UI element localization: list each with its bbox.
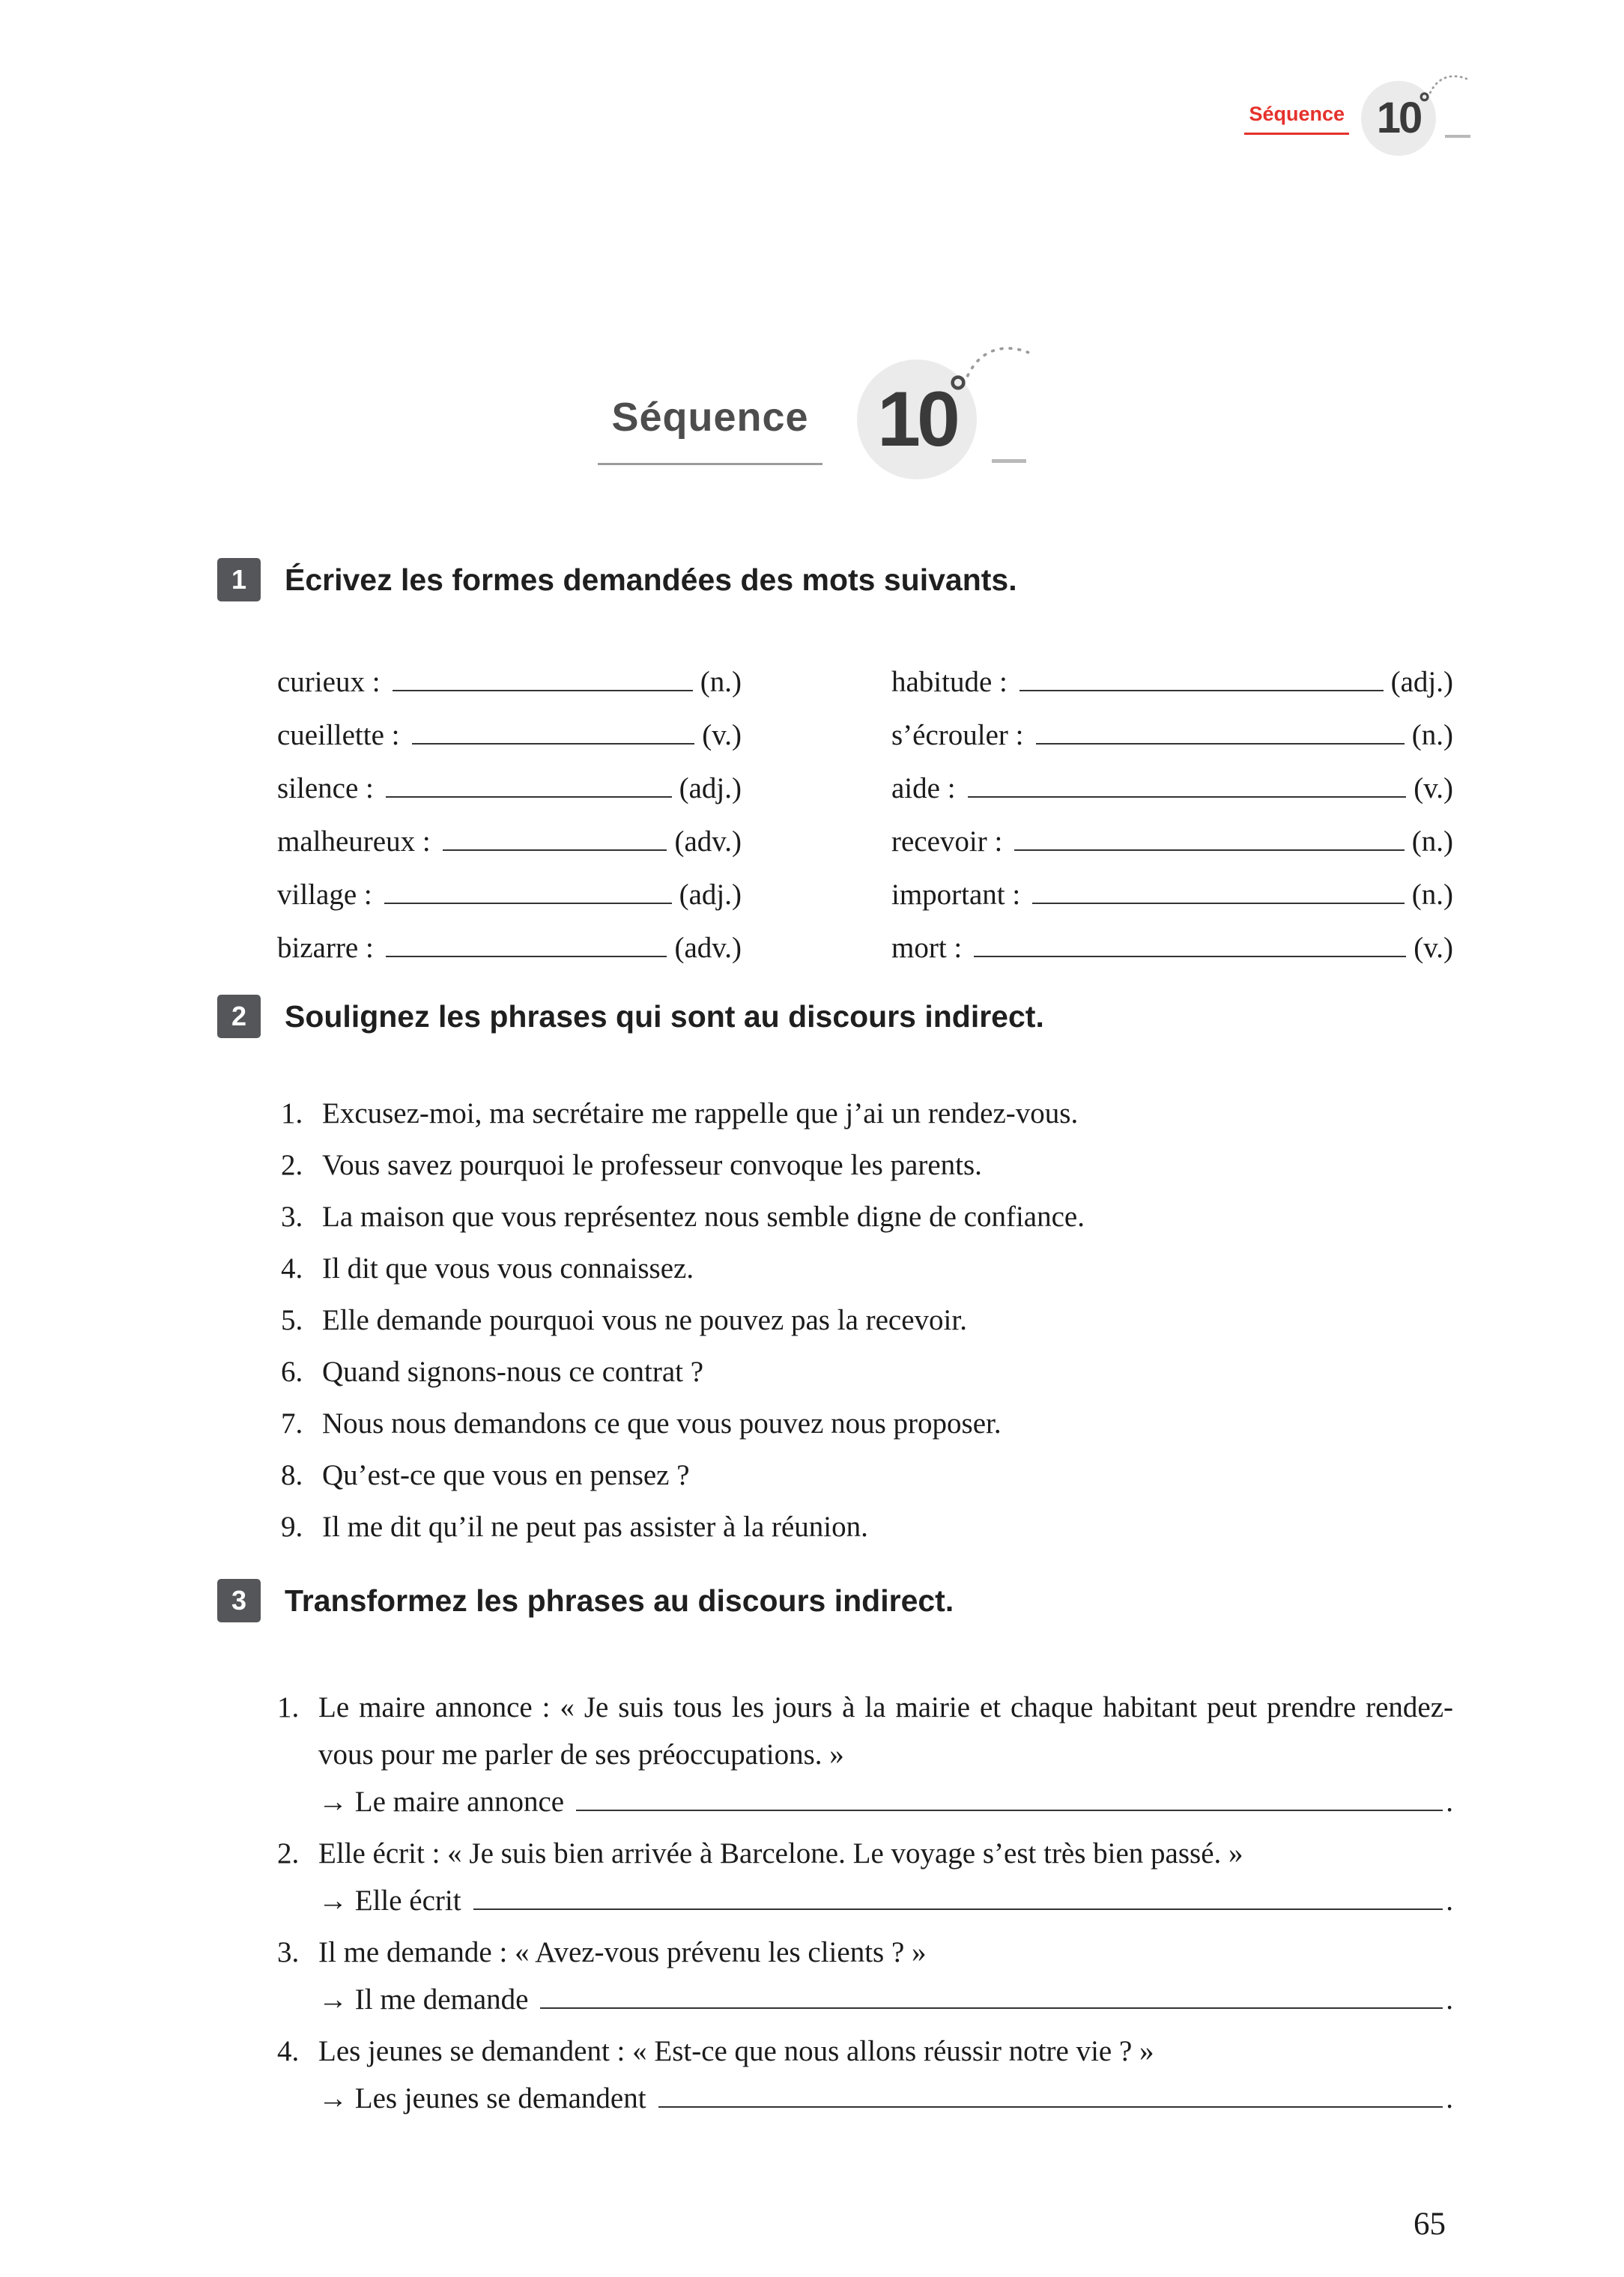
word-label: important : xyxy=(891,879,1021,911)
word-label: village : xyxy=(277,879,372,911)
decorative-swirl-icon xyxy=(950,337,1032,392)
answer-blank xyxy=(386,796,672,798)
answer-prefix: → Il me demande xyxy=(318,1983,529,2016)
item-number: 1. xyxy=(281,1097,303,1130)
item-text: Qu’est-ce que vous en pensez ? xyxy=(322,1459,690,1491)
list-item xyxy=(281,1510,1453,1544)
exercise-3 xyxy=(217,1579,1453,2126)
word-label: malheureux : xyxy=(277,825,431,858)
word-label: s’écrouler : xyxy=(891,719,1024,751)
word-label: habitude : xyxy=(891,666,1008,698)
list-item xyxy=(281,1458,1453,1492)
item-text: Vous savez pourquoi le professeur convoque les parents. xyxy=(322,1149,982,1181)
item-number: 4. xyxy=(281,1252,303,1285)
pos-label: (adj.) xyxy=(1390,666,1453,698)
item-number: 2. xyxy=(277,1837,300,1870)
word-row xyxy=(277,878,742,912)
exercise-3-header xyxy=(217,1579,1453,1622)
item-number: 5. xyxy=(281,1304,303,1336)
transform-item xyxy=(277,1929,1453,2023)
item-prompt: Le maire annonce : « Je suis tous les jours à la mairie et chaque habitant peut prendre rendez-vous pour me parler de ses préoccupations. » xyxy=(318,1691,1453,1771)
corner-sequence-label: Séquence xyxy=(1244,103,1349,135)
answer-blank xyxy=(974,956,1406,957)
decorative-dash xyxy=(992,459,1026,463)
word-row xyxy=(891,718,1453,752)
item-number: 6. xyxy=(281,1356,303,1388)
list-item xyxy=(281,1148,1453,1182)
sequence-number: 10 xyxy=(1376,94,1421,142)
word-label: mort : xyxy=(891,932,963,964)
word-row xyxy=(277,718,742,752)
answer-line xyxy=(318,2075,1453,2122)
corner-sequence-badge xyxy=(1361,81,1436,156)
item-prompt: Il me demande : « Avez-vous prévenu les clients ? » xyxy=(318,1936,927,1968)
item-text: Elle demande pourquoi vous ne pouvez pas la recevoir. xyxy=(322,1304,967,1336)
exercise-number-badge: 3 xyxy=(217,1579,261,1622)
item-number: 8. xyxy=(281,1459,303,1491)
answer-period: . xyxy=(1446,1885,1453,1917)
item-prompt: Elle écrit : « Je suis bien arrivée à Barcelone. Le voyage s’est très bien passé. » xyxy=(318,1837,1243,1870)
transform-list xyxy=(277,1684,1453,2122)
word-row xyxy=(277,665,742,699)
item-number: 3. xyxy=(277,1936,300,1968)
word-row xyxy=(891,931,1453,965)
transform-item xyxy=(277,1830,1453,1924)
word-label: curieux : xyxy=(277,666,381,698)
list-item xyxy=(281,1303,1453,1337)
answer-line xyxy=(318,1976,1453,2023)
item-number: 3. xyxy=(281,1201,303,1233)
answer-blank xyxy=(412,743,695,745)
exercise-1-header xyxy=(217,558,1453,601)
item-text: Nous nous demandons ce que vous pouvez nous proposer. xyxy=(322,1407,1002,1440)
answer-blank xyxy=(540,2007,1443,2009)
exercise-number-badge: 2 xyxy=(217,995,261,1038)
main-title xyxy=(0,360,1624,479)
item-text: Il me dit qu’il ne peut pas assister à la réunion. xyxy=(322,1511,868,1543)
exercise-title: Transformez les phrases au discours indirect. xyxy=(285,1583,954,1618)
word-label: silence : xyxy=(277,772,374,804)
decorative-swirl-icon xyxy=(1420,69,1469,103)
pos-label: (adv.) xyxy=(674,932,742,964)
item-body xyxy=(318,1684,1453,1825)
item-body xyxy=(318,1929,1453,2023)
word-row xyxy=(277,931,742,965)
pos-label: (v.) xyxy=(1414,932,1453,964)
word-row xyxy=(277,771,742,805)
answer-prefix: → Les jeunes se demandent xyxy=(318,2082,646,2114)
answer-blank xyxy=(473,1908,1443,1910)
word-row xyxy=(891,878,1453,912)
list-item xyxy=(281,1407,1453,1440)
sentence-list xyxy=(281,1097,1453,1544)
answer-blank xyxy=(576,1810,1443,1811)
pos-label: (adj.) xyxy=(679,879,742,911)
item-number: 7. xyxy=(281,1407,303,1440)
transform-item xyxy=(277,1684,1453,1825)
item-number: 1. xyxy=(277,1691,300,1723)
list-item xyxy=(281,1252,1453,1285)
answer-blank xyxy=(1032,903,1405,904)
page-number: 65 xyxy=(1414,2207,1446,2242)
answer-blank xyxy=(658,2106,1443,2108)
item-body xyxy=(318,2028,1453,2122)
answer-prefix: → Le maire annonce xyxy=(318,1786,565,1818)
word-label: bizarre : xyxy=(277,932,374,964)
word-label: recevoir : xyxy=(891,825,1003,858)
pos-label: (n.) xyxy=(1411,719,1453,751)
answer-line xyxy=(318,1778,1453,1825)
item-number: 4. xyxy=(277,2035,300,2067)
item-body xyxy=(318,1830,1453,1924)
exercise-2-header xyxy=(217,995,1453,1038)
title-wrap xyxy=(598,394,822,465)
answer-blank xyxy=(386,956,667,957)
pos-label: (adv.) xyxy=(674,825,742,858)
word-row xyxy=(891,825,1453,858)
answer-line xyxy=(318,1877,1453,1924)
answer-blank xyxy=(384,903,672,904)
pos-label: (n.) xyxy=(700,666,742,698)
answer-blank xyxy=(393,690,693,691)
pos-label: (adj.) xyxy=(679,772,742,804)
title-sequence-badge xyxy=(857,360,977,479)
title-underline xyxy=(598,463,822,465)
answer-blank xyxy=(443,849,667,851)
item-text: Excusez-moi, ma secrétaire me rappelle que j’ai un rendez-vous. xyxy=(322,1097,1079,1130)
word-row xyxy=(277,825,742,858)
answer-blank xyxy=(1036,743,1405,745)
item-text: La maison que vous représentez nous semble digne de confiance. xyxy=(322,1201,1085,1233)
decorative-dash xyxy=(1445,135,1470,138)
list-item xyxy=(281,1097,1453,1130)
answer-blank xyxy=(968,796,1407,798)
exercise-2 xyxy=(217,995,1453,1562)
word-row xyxy=(891,665,1453,699)
pos-label: (n.) xyxy=(1411,825,1453,858)
exercise-title: Soulignez les phrases qui sont au discours indirect. xyxy=(285,998,1044,1034)
pos-label: (n.) xyxy=(1411,879,1453,911)
sequence-number: 10 xyxy=(877,376,957,463)
exercise-title: Écrivez les formes demandées des mots suivants. xyxy=(285,562,1017,597)
pos-label: (v.) xyxy=(1414,772,1453,804)
word-row xyxy=(891,771,1453,805)
exercise-1 xyxy=(217,558,1453,965)
list-item xyxy=(281,1200,1453,1234)
word-label: cueillette : xyxy=(277,719,400,751)
item-number: 2. xyxy=(281,1149,303,1181)
corner-header xyxy=(1244,81,1470,156)
answer-period: . xyxy=(1446,1786,1453,1818)
answer-period: . xyxy=(1446,2082,1453,2114)
exercise-number-badge: 1 xyxy=(217,558,261,601)
title-sequence-label: Séquence xyxy=(611,394,809,440)
item-number: 9. xyxy=(281,1511,303,1543)
word-label: aide : xyxy=(891,772,956,804)
pos-label: (v.) xyxy=(702,719,742,751)
answer-prefix: → Elle écrit xyxy=(318,1885,461,1917)
item-prompt: Les jeunes se demandent : « Est-ce que nous allons réussir notre vie ? » xyxy=(318,2035,1154,2067)
answer-period: . xyxy=(1446,1983,1453,2016)
word-grid xyxy=(277,665,1453,965)
item-text: Quand signons-nous ce contrat ? xyxy=(322,1356,704,1388)
answer-blank xyxy=(1019,690,1384,691)
list-item xyxy=(281,1355,1453,1389)
transform-item xyxy=(277,2028,1453,2122)
item-text: Il dit que vous vous connaissez. xyxy=(322,1252,694,1285)
answer-blank xyxy=(1014,849,1404,851)
